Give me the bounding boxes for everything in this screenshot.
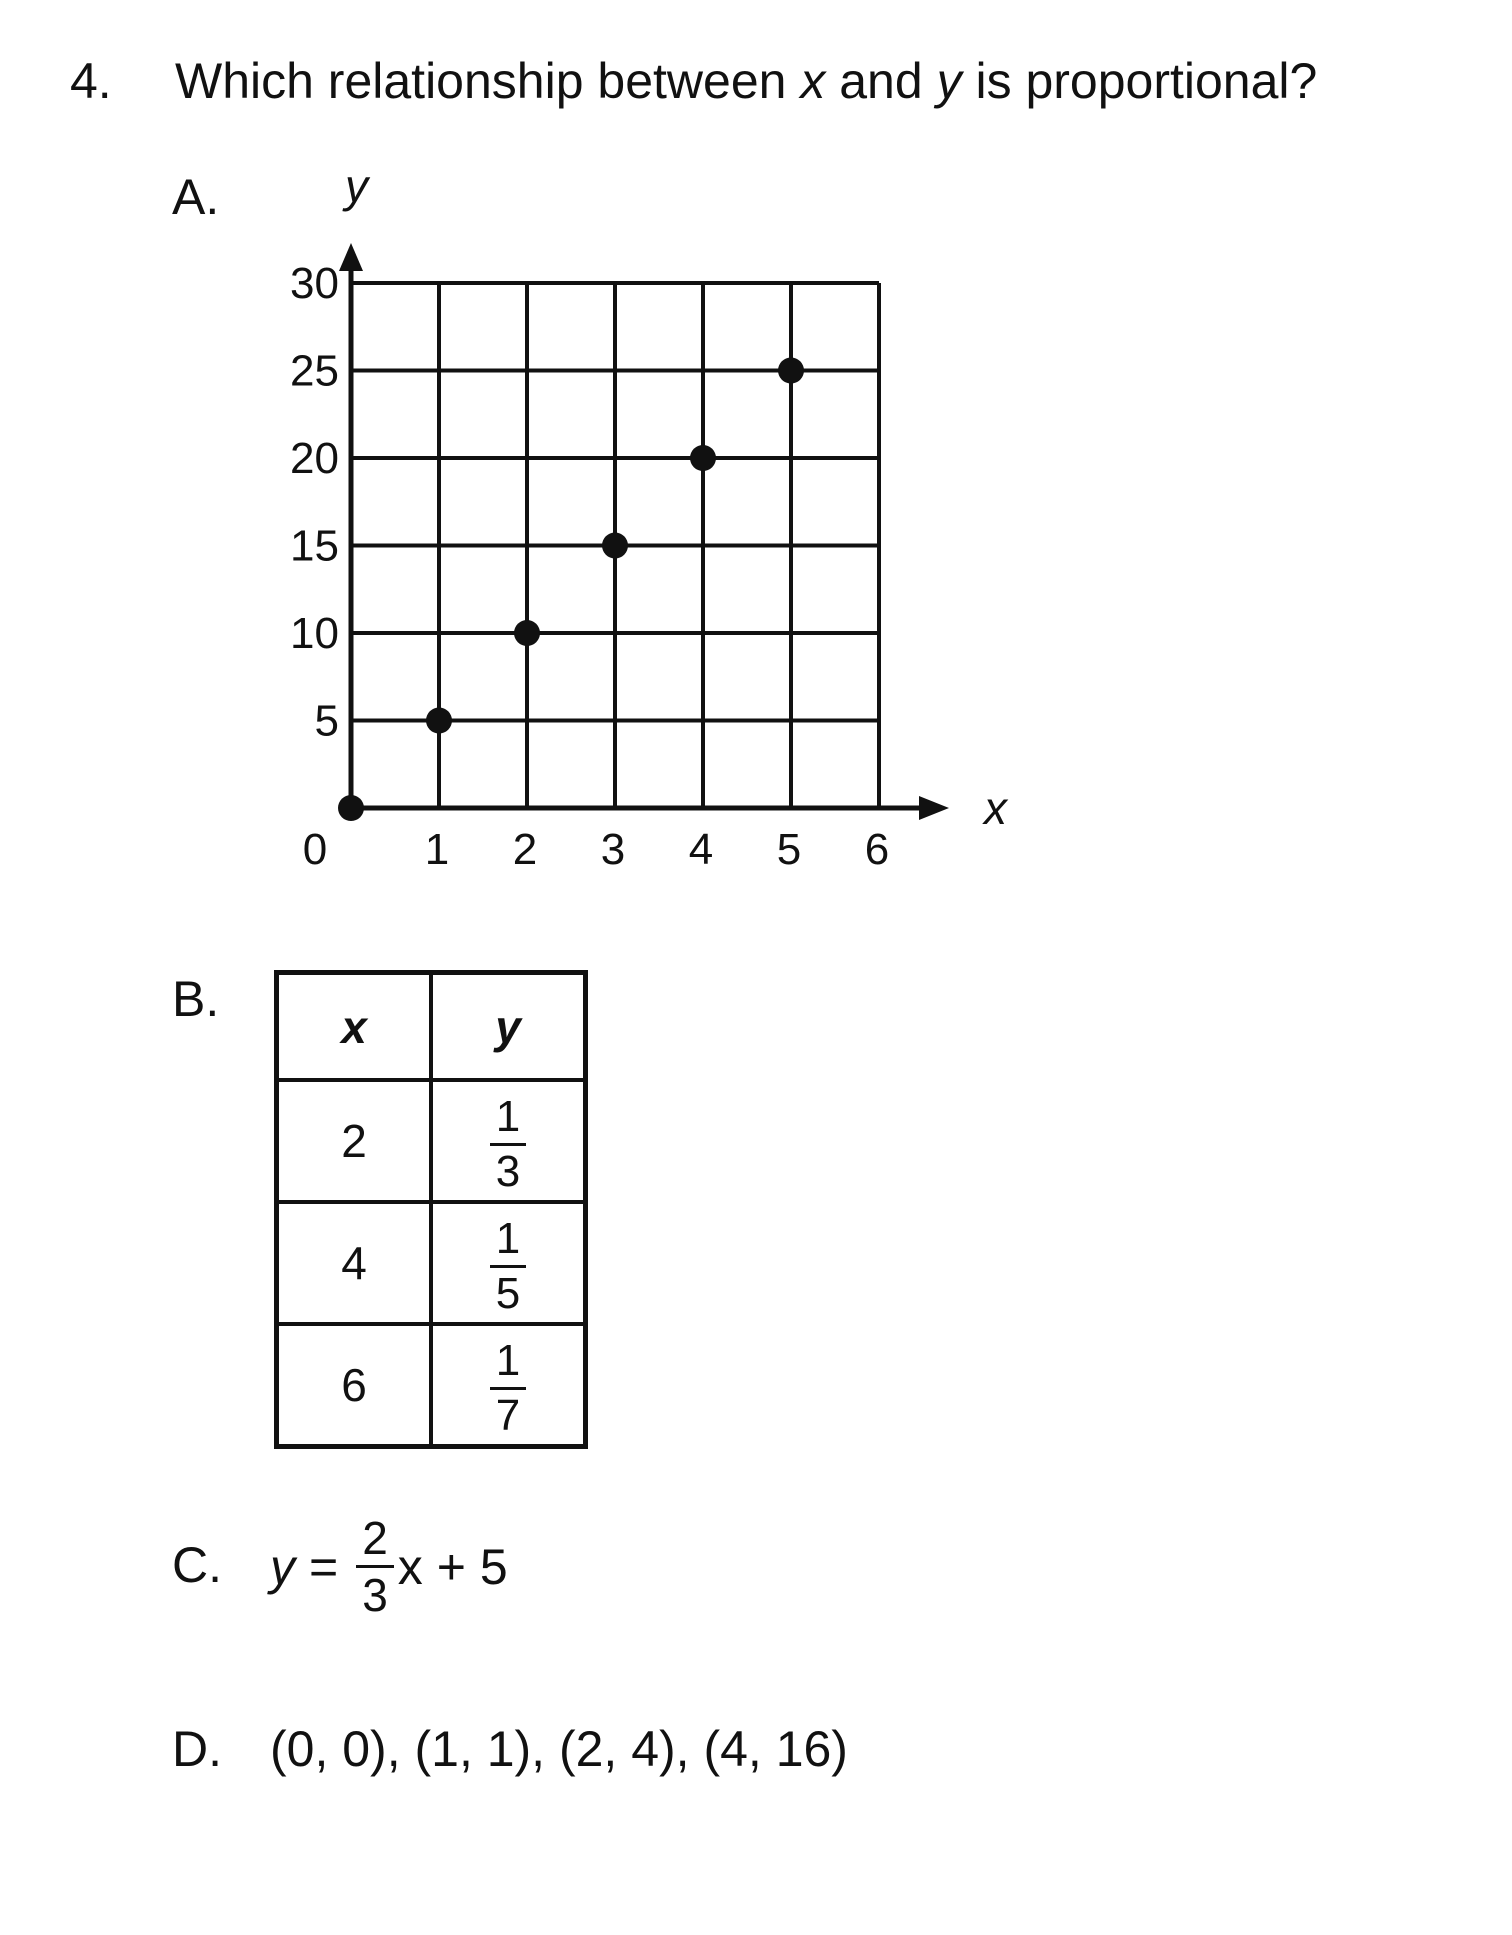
- x-tick-label: 6: [864, 825, 890, 874]
- chart-axes: [339, 243, 949, 820]
- question-text-start: Which relationship between: [175, 53, 801, 109]
- x-tick-label: 5: [776, 825, 802, 874]
- fraction: [490, 1214, 526, 1318]
- table-header-row: [277, 973, 586, 1081]
- equation-constant: + 5: [436, 1538, 508, 1595]
- option-c-equation: [270, 1512, 508, 1621]
- y-tick-label: 10: [290, 609, 339, 658]
- y-tick-label: 20: [290, 434, 339, 483]
- equation-variable: x: [397, 1538, 423, 1595]
- y-tick-label: 30: [290, 259, 339, 308]
- option-a-chart: [255, 168, 1015, 888]
- x-tick-label: 4: [688, 825, 714, 874]
- fraction: [490, 1336, 526, 1440]
- table-row: [277, 1202, 586, 1324]
- question-text-end: is proportional?: [961, 53, 1318, 109]
- option-b-table: [274, 970, 588, 1449]
- data-point: [778, 358, 804, 384]
- chart-y-axis-label: y: [345, 168, 368, 212]
- fraction-numerator: 1: [490, 1217, 526, 1268]
- table-row: [277, 1324, 586, 1447]
- equation-lhs: y: [270, 1538, 295, 1595]
- fraction-numerator: 1: [490, 1095, 526, 1146]
- x-tick-label: 1: [424, 825, 450, 874]
- coefficient-numerator: 2: [356, 1515, 394, 1568]
- fraction-denominator: 3: [495, 1147, 521, 1196]
- fraction-denominator: 7: [495, 1391, 521, 1440]
- y-tick-label: 5: [314, 696, 339, 746]
- option-b-label: B.: [172, 971, 220, 1027]
- chart-x-axis-label: x: [984, 782, 1007, 834]
- chart-tick-labels: [290, 259, 889, 874]
- equation-equals: =: [309, 1538, 339, 1595]
- x-axis-arrow: [919, 796, 949, 820]
- fraction: [490, 1092, 526, 1196]
- y-tick-label: 25: [290, 346, 339, 396]
- question-var-y: y: [936, 53, 962, 109]
- data-point: [514, 620, 540, 646]
- table-cell-x: 4: [277, 1202, 432, 1324]
- question-text: [175, 52, 1317, 110]
- question-var-x: x: [800, 53, 826, 109]
- coefficient-denominator: 3: [362, 1569, 388, 1621]
- table-cell-x: 6: [277, 1324, 432, 1447]
- x-tick-label: 2: [512, 825, 538, 874]
- table-cell-y: [431, 1202, 586, 1324]
- option-d-pairs: (0, 0), (1, 1), (2, 4), (4, 16): [270, 1721, 848, 1777]
- data-point: [690, 445, 716, 471]
- option-d-label: D.: [172, 1721, 222, 1777]
- x-tick-label: 3: [600, 825, 626, 874]
- data-point: [602, 533, 628, 559]
- equation-coefficient: [356, 1512, 394, 1621]
- chart-points: [338, 358, 804, 822]
- table-cell-y: [431, 1080, 586, 1202]
- option-c-label: C.: [172, 1537, 222, 1593]
- table-header-x: x: [277, 973, 432, 1081]
- fraction-denominator: 5: [495, 1269, 521, 1318]
- x-tick-label: 0: [302, 825, 328, 874]
- data-point: [426, 708, 452, 734]
- question-number: 4.: [70, 53, 112, 109]
- table-cell-y: [431, 1324, 586, 1447]
- table-header-y: y: [431, 973, 586, 1081]
- table-cell-x: 2: [277, 1080, 432, 1202]
- y-tick-label: 15: [290, 521, 339, 571]
- y-axis-arrow: [339, 243, 363, 271]
- question-text-middle: and: [825, 53, 937, 109]
- option-a-label: A.: [172, 169, 220, 225]
- table-row: [277, 1080, 586, 1202]
- data-point: [338, 795, 364, 821]
- fraction-numerator: 1: [490, 1339, 526, 1390]
